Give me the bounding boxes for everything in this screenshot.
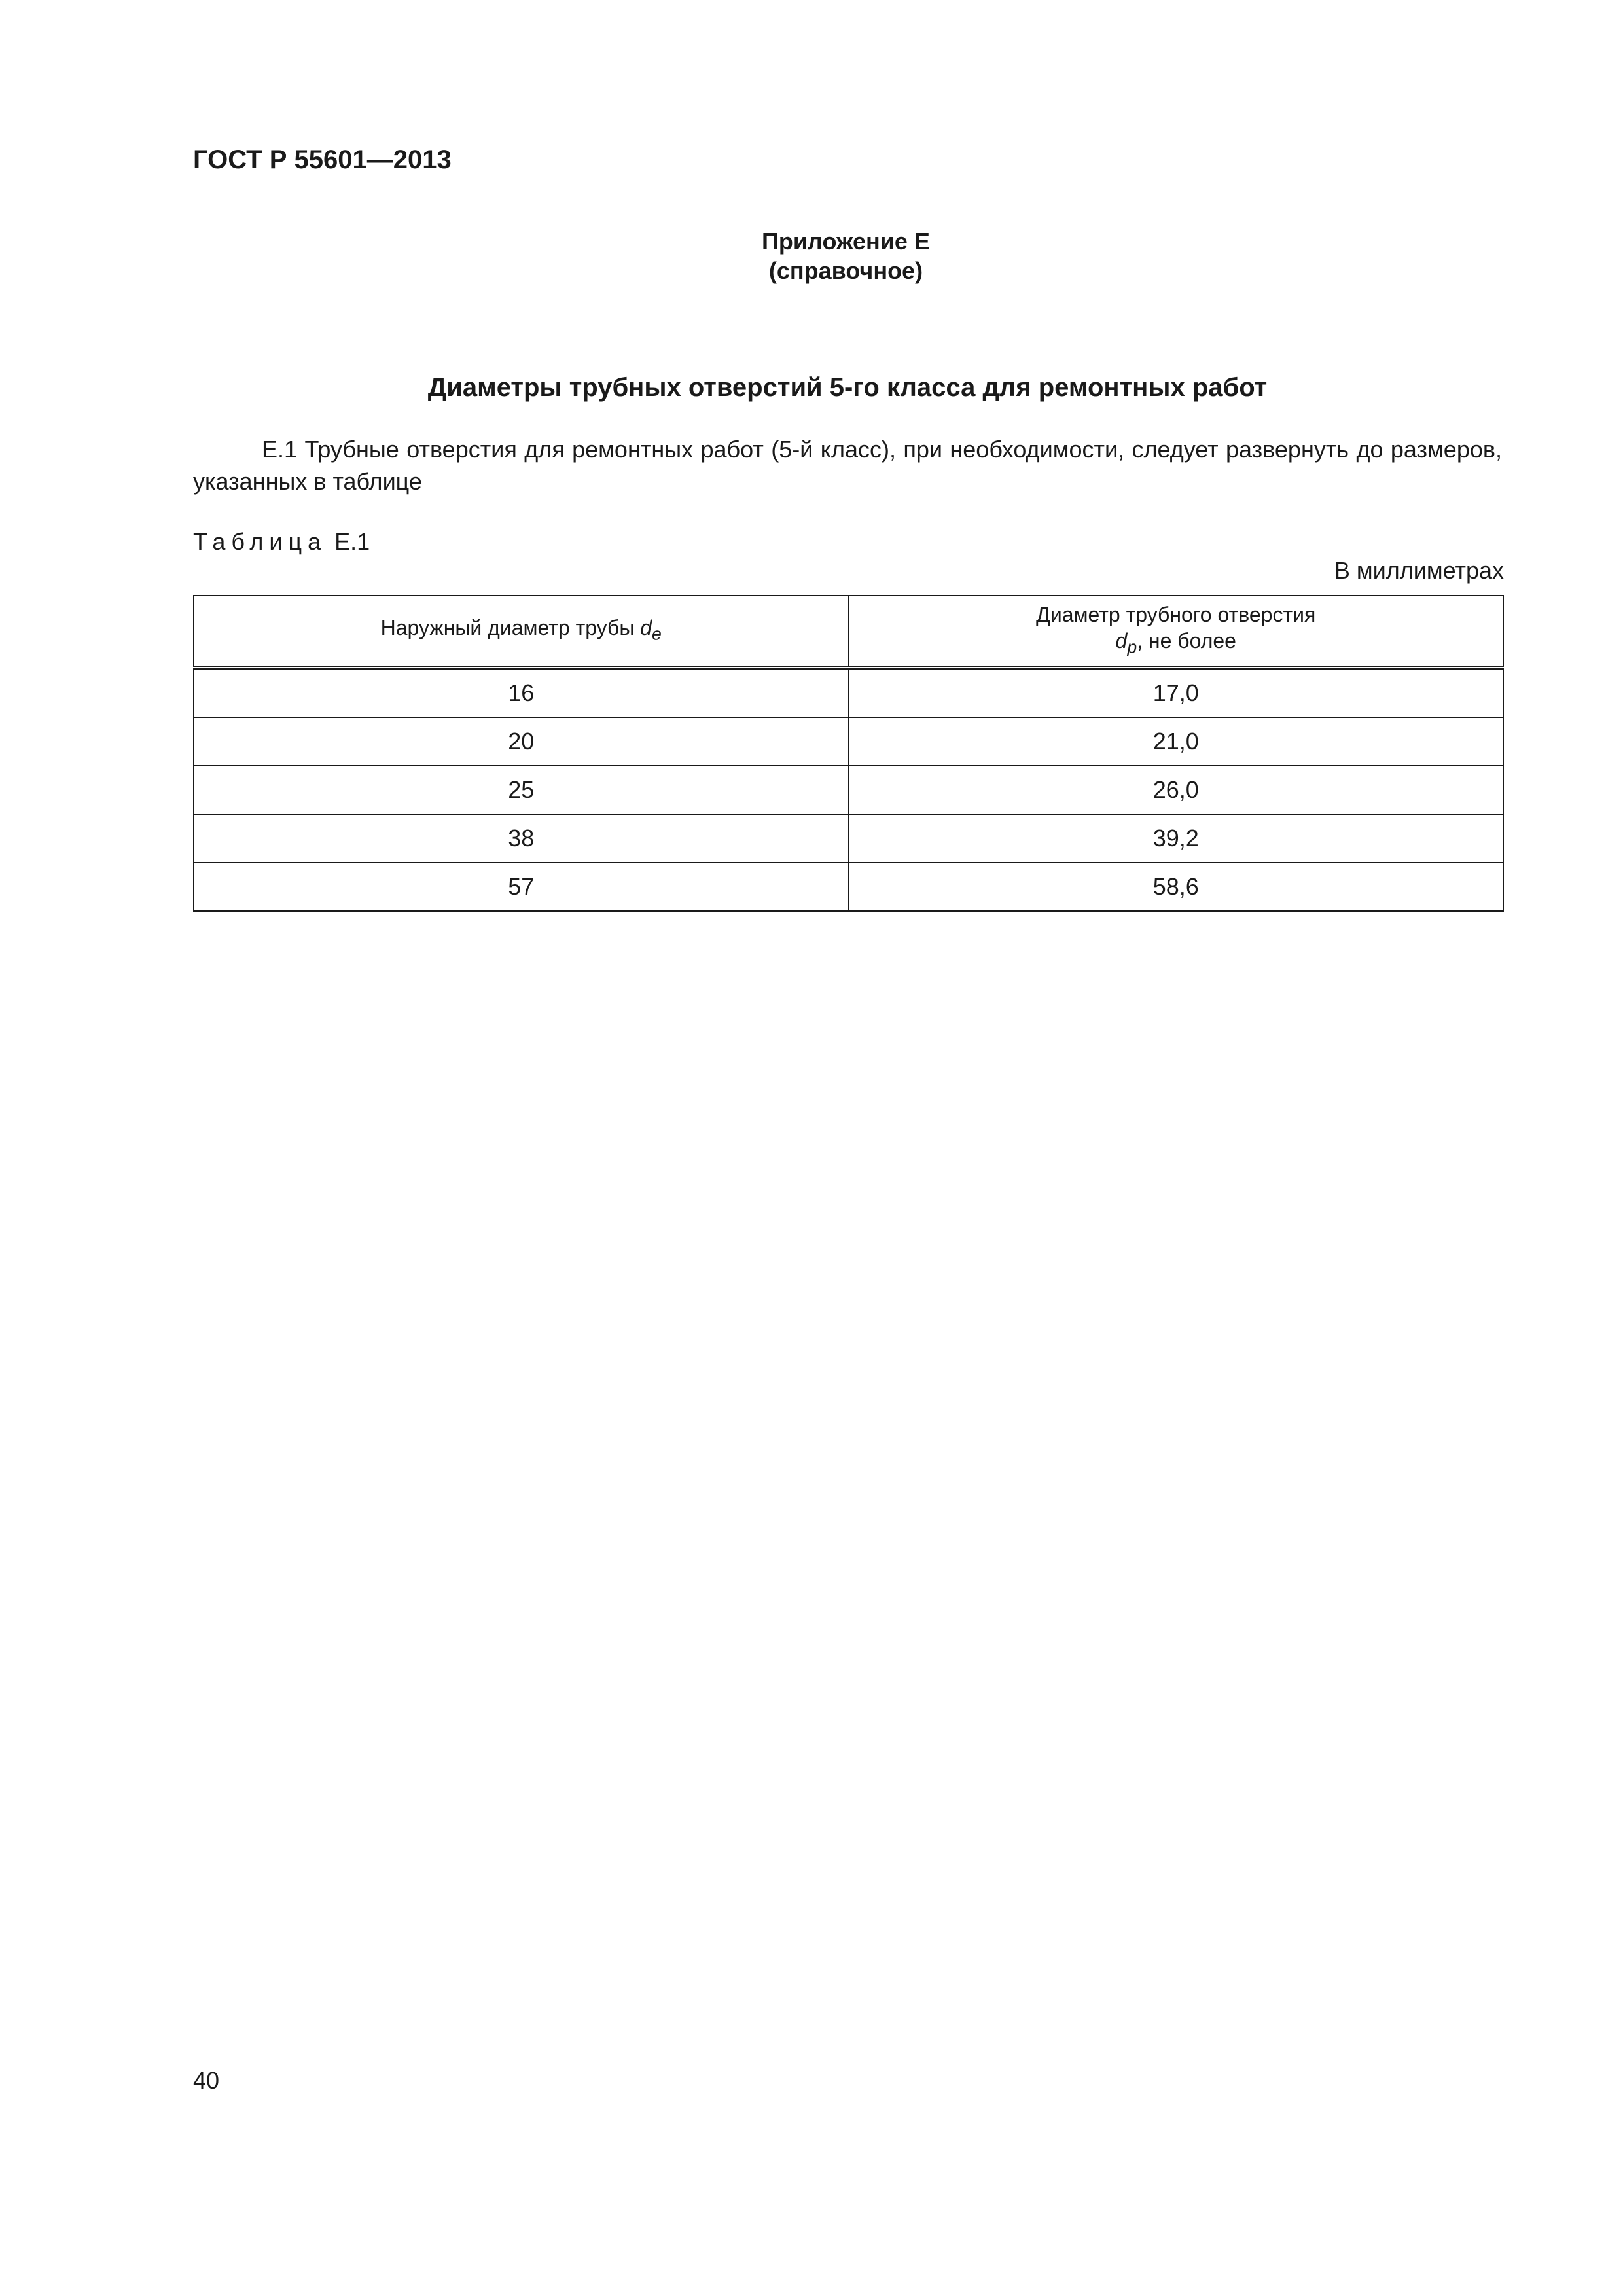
header-outer-diameter-text: Наружный диаметр трубы [380, 616, 635, 640]
document-code: ГОСТ Р 55601—2013 [193, 145, 452, 174]
body-paragraph: Е.1 Трубные отверстия для ремонтных работ (5-й класс), при необходимости, следует развернуть до размеров, указанных в таблице [193, 436, 1502, 495]
header-outer-diameter [194, 596, 849, 668]
cell-outer-diameter: 38 [194, 814, 849, 863]
header-hole-diameter [849, 596, 1504, 668]
header-hole-diameter-line1: Диаметр трубного отверстия [1036, 603, 1316, 627]
table-caption-number: Е.1 [334, 528, 370, 555]
section-title: Диаметры трубных отверстий 5-го класса для ремонтных работ [427, 373, 1268, 402]
annex-type: (справочное) [768, 257, 923, 284]
cell-hole-diameter: 21,0 [849, 717, 1504, 766]
annex-title: Приложение Е [762, 228, 930, 255]
table-units: В миллиметрах [1334, 557, 1504, 584]
table-row [194, 814, 1503, 863]
table-caption [193, 528, 370, 556]
cell-hole-diameter: 17,0 [849, 668, 1504, 717]
diameter-table [193, 595, 1504, 912]
header-outer-diameter-symbol: d [640, 616, 652, 640]
header-hole-diameter-suffix: , не более [1137, 629, 1236, 653]
table-row [194, 668, 1503, 717]
header-hole-diameter-subscript: p [1127, 637, 1137, 657]
cell-hole-diameter: 39,2 [849, 814, 1504, 863]
cell-hole-diameter: 58,6 [849, 863, 1504, 911]
table-row [194, 863, 1503, 911]
cell-outer-diameter: 20 [194, 717, 849, 766]
cell-hole-diameter: 26,0 [849, 766, 1504, 814]
cell-outer-diameter: 25 [194, 766, 849, 814]
cell-outer-diameter: 57 [194, 863, 849, 911]
page-number: 40 [193, 2067, 220, 2094]
table-header-row [194, 596, 1503, 668]
header-outer-diameter-subscript: e [652, 624, 662, 644]
table-row [194, 717, 1503, 766]
cell-outer-diameter: 16 [194, 668, 849, 717]
table-row [194, 766, 1503, 814]
header-hole-diameter-symbol: d [1115, 629, 1128, 653]
table-caption-word: Таблица [193, 528, 327, 555]
